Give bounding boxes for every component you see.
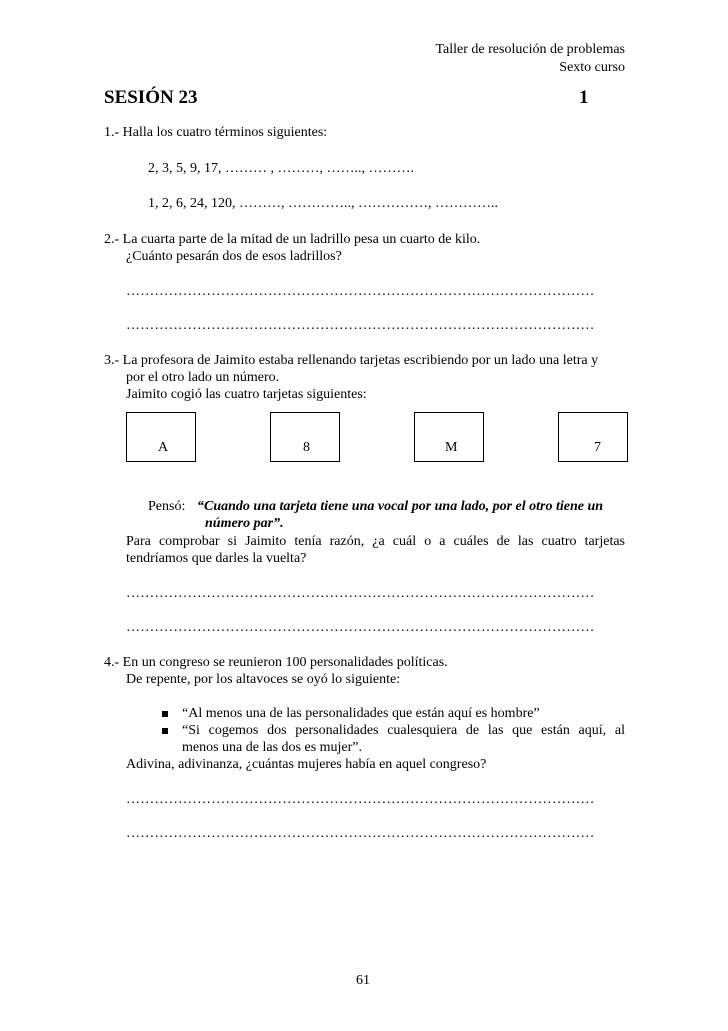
card-7 xyxy=(558,412,628,462)
header-line-1: Taller de resolución de problemas xyxy=(435,42,625,57)
bullet-1-icon xyxy=(162,711,168,717)
header-line-2: Sexto curso xyxy=(559,60,625,75)
card-7-label: 7 xyxy=(594,440,601,455)
session-title: SESIÓN 23 xyxy=(104,87,198,108)
q3-question-line-2: tendríamos que darles la vuelta? xyxy=(126,551,307,566)
q4-answer-line-2: ……………………………………………………………………………………… xyxy=(126,826,595,841)
q4-question: Adivina, adivinanza, ¿cuántas mujeres había en aquel congreso? xyxy=(126,757,487,772)
q1-sequence-1: 2, 3, 5, 9, 17, ……… , ………, …….., ………. xyxy=(148,161,414,176)
card-a-label: A xyxy=(158,440,169,455)
q3-line-3: Jaimito cogió las cuatro tarjetas siguientes: xyxy=(126,387,367,402)
q4-bullet-2-line-1: “Si cogemos dos personalidades cualesquiera de las que están aquí, al xyxy=(182,723,625,738)
q2-answer-line-1: ……………………………………………………………………………………… xyxy=(126,284,595,299)
q3-answer-line-2: ……………………………………………………………………………………… xyxy=(126,620,595,635)
q3-question-line-1: Para comprobar si Jaimito tenía razón, ¿a cuál o a cuáles de las cuatro tarjetas xyxy=(126,534,625,549)
q1-prompt: 1.- Halla los cuatro términos siguientes: xyxy=(104,125,328,140)
card-m-label: M xyxy=(445,440,458,455)
q2-line-2: ¿Cuánto pesarán dos de esos ladrillos? xyxy=(126,249,342,264)
session-number: 1 xyxy=(579,87,589,108)
q4-answer-line-1: ……………………………………………………………………………………… xyxy=(126,792,595,807)
q3-thought-line-2: número par”. xyxy=(205,516,284,531)
q3-thought-label: Pensó: xyxy=(148,499,186,514)
q4-line-2: De repente, por los altavoces se oyó lo siguiente: xyxy=(126,672,401,687)
q2-answer-line-2: ……………………………………………………………………………………… xyxy=(126,318,595,333)
q3-thought-line-1: “Cuando una tarjeta tiene una vocal por una lado, por el otro tiene un xyxy=(197,499,604,514)
q3-answer-line-1: ……………………………………………………………………………………… xyxy=(126,586,595,601)
q4-bullet-2-line-2: menos una de las dos es mujer”. xyxy=(182,740,363,755)
q4-line-1: 4.- En un congreso se reunieron 100 personalidades políticas. xyxy=(104,655,448,670)
q3-line-2: por el otro lado un número. xyxy=(126,370,280,385)
bullet-2-icon xyxy=(162,728,168,734)
card-8-label: 8 xyxy=(303,440,310,455)
q4-bullet-1: “Al menos una de las personalidades que están aquí es hombre” xyxy=(182,706,540,721)
q1-sequence-2: 1, 2, 6, 24, 120, ………, ………….., ……………, ………….. xyxy=(148,196,498,211)
q3-line-1: 3.- La profesora de Jaimito estaba rellenando tarjetas escribiendo por un lado una letra y xyxy=(104,353,599,368)
q2-line-1: 2.- La cuarta parte de la mitad de un ladrillo pesa un cuarto de kilo. xyxy=(104,232,481,247)
page-number: 61 xyxy=(356,973,370,988)
